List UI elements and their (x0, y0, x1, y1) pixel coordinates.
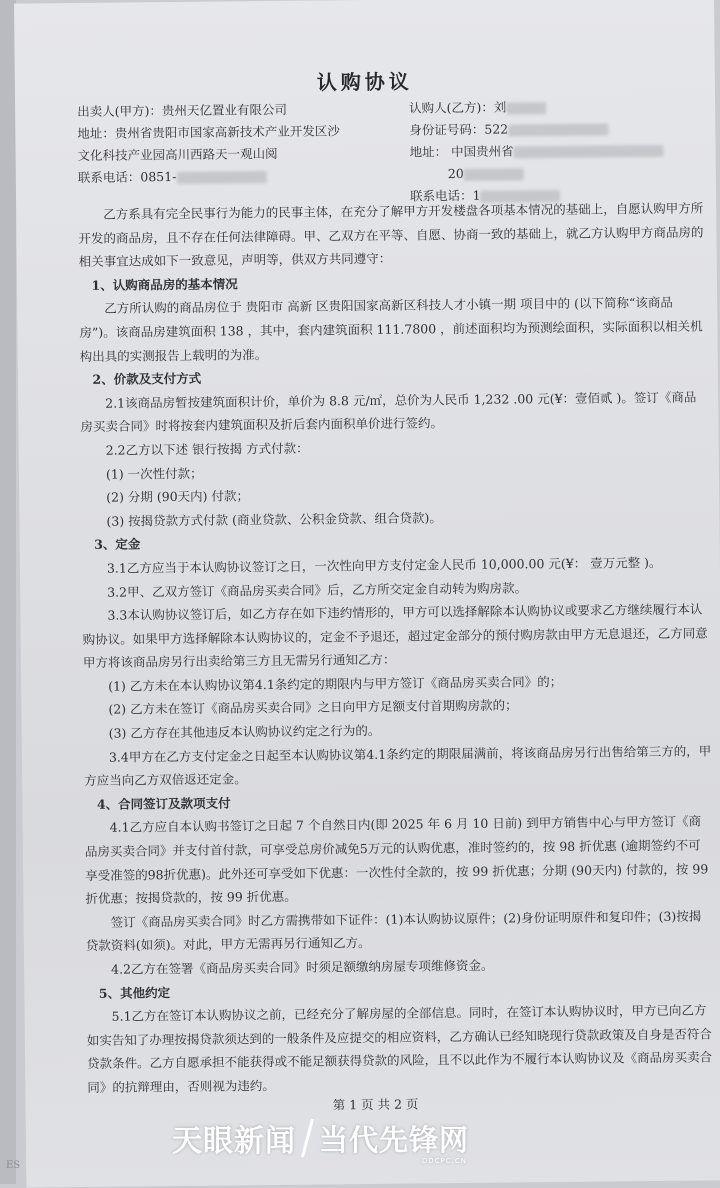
agreement-paragraph: (1) 乙方未在本认购协议第4.1条约定的期限内与甲方签订《商品房买卖合同》的； (108, 673, 563, 694)
party-b-name: 认购人(乙方)：刘 (409, 99, 507, 116)
agreement-paragraph: (2) 分期 (90天内) 付款； (106, 488, 250, 505)
party-b-phone: 联系电话：1 (409, 187, 481, 204)
party-b-name-row (409, 95, 663, 120)
photo-background-edge (0, 0, 16, 1184)
party-b-id-row (409, 117, 663, 142)
agreement-paragraph: 5.1乙方在签订本认购协议之前，已经充分了解房屋的全部信息。同时，在签订本认购协议时，甲方已向乙方如实告知了办理按揭贷款须达到的一般条件及应提交的相应资料，乙方确认已经知晓现行贷款政策及自身是否符合贷款条件。乙方自愿承担不能获得或不能足额获得贷款的风险，且不以此作为不履行本认购协议及《商品房买卖合同》的抗辩理由，否则视为违约。 (86, 1002, 713, 1095)
party-a-phone: 联系电话：0851- (77, 168, 177, 186)
party-a-phone-row (78, 164, 341, 189)
agreement-paragraph: 4.2乙方在签署《商品房买卖合同》时须足额缴纳房屋专项维修资金。 (111, 957, 494, 977)
redaction-blur (514, 144, 664, 158)
ddcpc-logo (319, 1118, 470, 1165)
party-a-address-2: 文化科技产业园高川西路天一观山阅 (77, 145, 278, 164)
agreement-paragraph: 3.3本认购协议签订后，如乙方存在如下违约情形的，甲方可以选择解除本认购协议或要求乙方继续履行本认购协议。如果甲方选择解除本认购协议的，定金不予退还，超过定金部分的预付购房款由甲方无息退还，乙方同意甲方将该商品房另行出卖给第三方且无需另行通知乙方： (82, 601, 708, 671)
section-heading: 1、认购商品房的基本情况 (91, 276, 238, 293)
document-page (14, 0, 720, 1188)
agreement-paragraph: 3.2甲、乙双方签订《商品房买卖合同》后，乙方所交定金自动转为购房款。 (107, 579, 528, 600)
ddcpc-url: DDCPC.CN (421, 1156, 468, 1165)
section-heading: 4、合同签订及款项支付 (96, 795, 231, 812)
agreement-paragraph: 签订《商品房买卖合同》时乙方需携带如下证件：(1)本认购协议原件；(2)身份证明原件和复印件；(3)按揭贷款资料(如须)。对此，甲方无需再另行通知乙方。 (85, 908, 702, 954)
redaction-blur (506, 102, 546, 114)
party-b-address-row-2 (410, 161, 664, 186)
party-a-block (77, 98, 340, 189)
party-b-address: 地址： 中国贵州省 (409, 143, 514, 160)
agreement-paragraph: (3) 乙方存在其他违反本认购协议约定之行为的。 (108, 722, 381, 741)
agreement-paragraph: (1) 一次性付款； (105, 465, 203, 482)
party-a-name: 出卖人(甲方)：贵州天亿置业有限公司 (77, 101, 287, 120)
section-heading: 2、价款及支付方式 (92, 370, 202, 388)
logo-divider (301, 1119, 314, 1157)
agreement-paragraph: (2) 乙方未在签订《商品房买卖合同》之日向甲方足额支付首期购房款的； (108, 697, 518, 718)
agreement-paragraph: (3) 按揭贷款方式付款 (商业贷款、公积金贷款、组合贷款)。 (106, 509, 442, 529)
party-b-block (409, 95, 664, 208)
corner-mark: ES (6, 1160, 21, 1171)
news-watermark (172, 1116, 470, 1165)
redaction-blur (508, 123, 608, 136)
agreement-paragraph: 3.1乙方应当于本认购协议签订之日，一次性向甲方支付定金人民币 10,000.00 元(¥： 壹万元整 )。 (106, 554, 662, 576)
section-heading: 3、定金 (94, 536, 141, 553)
redaction-blur (464, 168, 524, 181)
redaction-blur (176, 171, 266, 184)
page-number: 第 1 页 共 2 页 (332, 1096, 419, 1113)
party-b-address-2: 20 (447, 165, 464, 182)
agreement-paragraph: 4.1乙方应自本认购书签订之日起 7 个自然日内(即 2025 年 6 月 10 日前) 到甲方销售中心与甲方签订《商品房买卖合同》并支付首付款，可享受总房价减免5万元的认购优惠，准时签约的，按 98 折优惠 (逾期签约不可享受准签的98折优惠)。此外还可享受如下优惠：一次性付全款的，按 99 折优惠；分期 (90天内) 付款的，按 99 折优惠；按揭贷款的，按 99 折优惠。 (84, 813, 709, 907)
section-heading: 5、其他约定 (98, 984, 171, 1001)
party-b-address-row (409, 139, 663, 164)
agreement-paragraph: 乙方系具有完全民事行为能力的民事主体，在充分了解甲方开发楼盘各项基本情况的基础上，自愿认购甲方所开发的商品房，且不存在任何法律障碍。甲、乙双方在平等、自愿、协商一致的基础上，就乙方认购甲方商品房的相关事宜达成如下一致意见，声明等，供双方共同遵守： (78, 200, 704, 270)
agreement-paragraph: 2.2乙方以下述 银行按揭 方式付款： (105, 440, 309, 458)
agreement-paragraph: 乙方所认购的商品房位于 贵阳市 高新 区贵阳国家高新区科技人才小镇一期 项目中的 (以下简称“该商品房”)。该商品房建筑面积 138 ，其中，套内建筑面积 111.7800 ，前述面积均为预测绘面积，实际面积以相关机构出具的实测报告上载明的为准。 (79, 295, 703, 364)
tianyan-news-logo: 天眼新闻 (172, 1124, 296, 1159)
agreement-paragraph: 3.4甲方在乙方支付定金之日起至本认购协议第4.1条约定的期限届满前，将该商品房另行出售给第三方的，甲方应当向乙方双倍返还定金。 (84, 743, 712, 789)
agreement-paragraph: 2.1该商品房暂按建筑面积计价，单价为 8.8 元/㎡，总价为人民币 1,232 .00 元(¥：壹佰贰 )。签订《商品房买卖合同》时将按套内建筑面积及折后套内面积单价进行签约。 (80, 389, 697, 435)
party-b-id: 身份证号码：522 (409, 121, 509, 138)
party-a-address-1: 地址：贵州省贵阳市国家高新技术产业开发区沙 (77, 123, 340, 142)
ddcpc-logo-text: 当代先锋网 (319, 1122, 470, 1157)
agreement-body (78, 196, 715, 1099)
document-title: 认购协议 (316, 69, 413, 95)
